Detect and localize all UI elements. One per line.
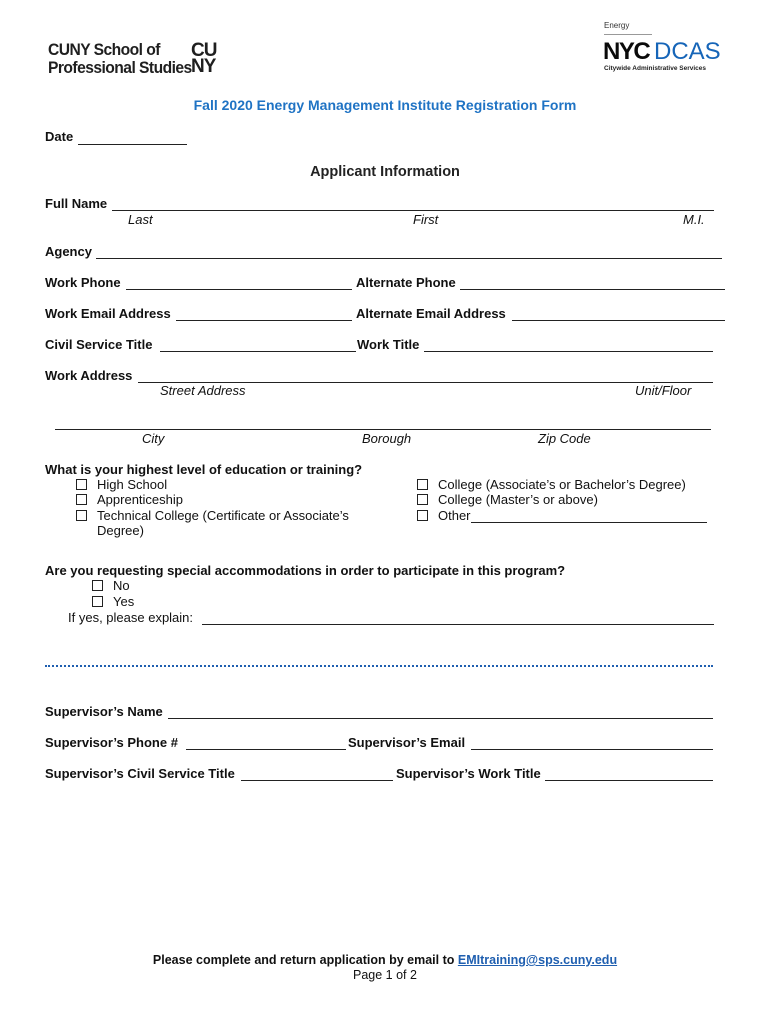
supervisor-email-label: Supervisor’s Email bbox=[348, 735, 466, 750]
alternate-email-label: Alternate Email Address bbox=[356, 306, 506, 321]
education-option-high-school[interactable]: High School bbox=[76, 477, 167, 492]
footer-email-link[interactable]: EMItraining@sps.cuny.edu bbox=[457, 953, 618, 967]
checkbox[interactable] bbox=[76, 494, 87, 505]
supervisor-phone-field[interactable] bbox=[186, 749, 346, 750]
supervisor-work-title-field[interactable] bbox=[545, 780, 713, 781]
agency-label: Agency bbox=[45, 244, 92, 259]
street-address-caption: Street Address bbox=[160, 383, 246, 398]
agency-field[interactable] bbox=[96, 258, 722, 259]
other-education-field[interactable] bbox=[471, 522, 707, 523]
education-question: What is your highest level of education or training? bbox=[45, 462, 363, 477]
city-caption: City bbox=[142, 431, 165, 446]
energy-label: Energy bbox=[604, 21, 630, 30]
checkbox[interactable] bbox=[417, 494, 428, 505]
cuny-mark-bottom: NY bbox=[191, 56, 216, 77]
date-field[interactable] bbox=[78, 144, 187, 145]
work-email-field[interactable] bbox=[176, 320, 352, 321]
footer-instruction-text: Please complete and return application by email to bbox=[152, 953, 455, 967]
checkbox[interactable] bbox=[417, 479, 428, 490]
work-phone-field[interactable] bbox=[126, 289, 352, 290]
alternate-email-field[interactable] bbox=[512, 320, 725, 321]
name-first-caption: First bbox=[413, 212, 439, 227]
supervisor-civil-service-label: Supervisor’s Civil Service Title bbox=[45, 766, 235, 781]
accommodation-question: Are you requesting special accommodations in order to participate in this program? bbox=[45, 563, 566, 578]
education-option-masters[interactable]: College (Master’s or above) bbox=[417, 492, 598, 507]
dcas-logo-text: DCAS bbox=[654, 38, 721, 65]
footer-instruction bbox=[0, 953, 770, 967]
supervisor-name-label: Supervisor’s Name bbox=[45, 704, 163, 719]
explain-field[interactable] bbox=[202, 624, 714, 625]
city-line-field[interactable] bbox=[55, 429, 711, 430]
unit-floor-caption: Unit/Floor bbox=[635, 383, 692, 398]
education-option-college[interactable]: College (Associate’s or Bachelor’s Degree) bbox=[417, 477, 686, 492]
work-phone-label: Work Phone bbox=[45, 275, 121, 290]
supervisor-phone-label: Supervisor’s Phone # bbox=[45, 735, 178, 750]
education-option-apprenticeship[interactable]: Apprenticeship bbox=[76, 492, 183, 507]
civil-service-field[interactable] bbox=[160, 351, 356, 352]
checkbox[interactable] bbox=[417, 510, 428, 521]
name-mi-caption: M.I. bbox=[683, 212, 705, 227]
page-number: Page 1 of 2 bbox=[353, 968, 417, 982]
supervisor-name-field[interactable] bbox=[168, 718, 713, 719]
full-name-field[interactable] bbox=[112, 210, 714, 211]
work-address-label: Work Address bbox=[45, 368, 133, 383]
education-option-technical-college[interactable]: Technical College (Certificate or Associate’s bbox=[76, 508, 349, 523]
checkbox[interactable] bbox=[76, 510, 87, 521]
full-name-label: Full Name bbox=[45, 196, 108, 211]
education-option-other[interactable]: Other bbox=[417, 508, 471, 523]
supervisor-email-field[interactable] bbox=[471, 749, 713, 750]
accommodation-option-no[interactable]: No bbox=[92, 578, 130, 593]
civil-service-label: Civil Service Title bbox=[45, 337, 153, 352]
borough-caption: Borough bbox=[362, 431, 412, 446]
logo-divider bbox=[604, 34, 652, 35]
work-title-field[interactable] bbox=[424, 351, 713, 352]
nyc-logo-text: NYC bbox=[603, 38, 650, 65]
section-title: Applicant Information bbox=[310, 164, 460, 180]
education-option-technical-college-cont: Degree) bbox=[97, 523, 144, 538]
supervisor-civil-service-field[interactable] bbox=[241, 780, 393, 781]
zip-code-caption: Zip Code bbox=[538, 431, 591, 446]
dcas-subtitle: Citywide Administrative Services bbox=[604, 65, 706, 72]
checkbox[interactable] bbox=[92, 580, 103, 591]
date-label: Date bbox=[45, 129, 74, 144]
work-email-label: Work Email Address bbox=[45, 306, 171, 321]
cuny-mark-top: CU bbox=[191, 40, 217, 61]
checkbox[interactable] bbox=[92, 596, 103, 607]
explain-label: If yes, please explain: bbox=[68, 610, 194, 625]
alternate-phone-label: Alternate Phone bbox=[356, 275, 456, 290]
cuny-logo-line2: Professional Studies bbox=[48, 58, 192, 77]
cuny-logo-line1: CUNY School of bbox=[48, 40, 160, 59]
section-divider bbox=[45, 665, 713, 667]
checkbox[interactable] bbox=[76, 479, 87, 490]
work-title-label: Work Title bbox=[357, 337, 420, 352]
form-title: Fall 2020 Energy Management Institute Registration Form bbox=[193, 97, 577, 113]
name-last-caption: Last bbox=[128, 212, 153, 227]
supervisor-work-title-label: Supervisor’s Work Title bbox=[396, 766, 541, 781]
alternate-phone-field[interactable] bbox=[460, 289, 725, 290]
accommodation-option-yes[interactable]: Yes bbox=[92, 594, 134, 609]
